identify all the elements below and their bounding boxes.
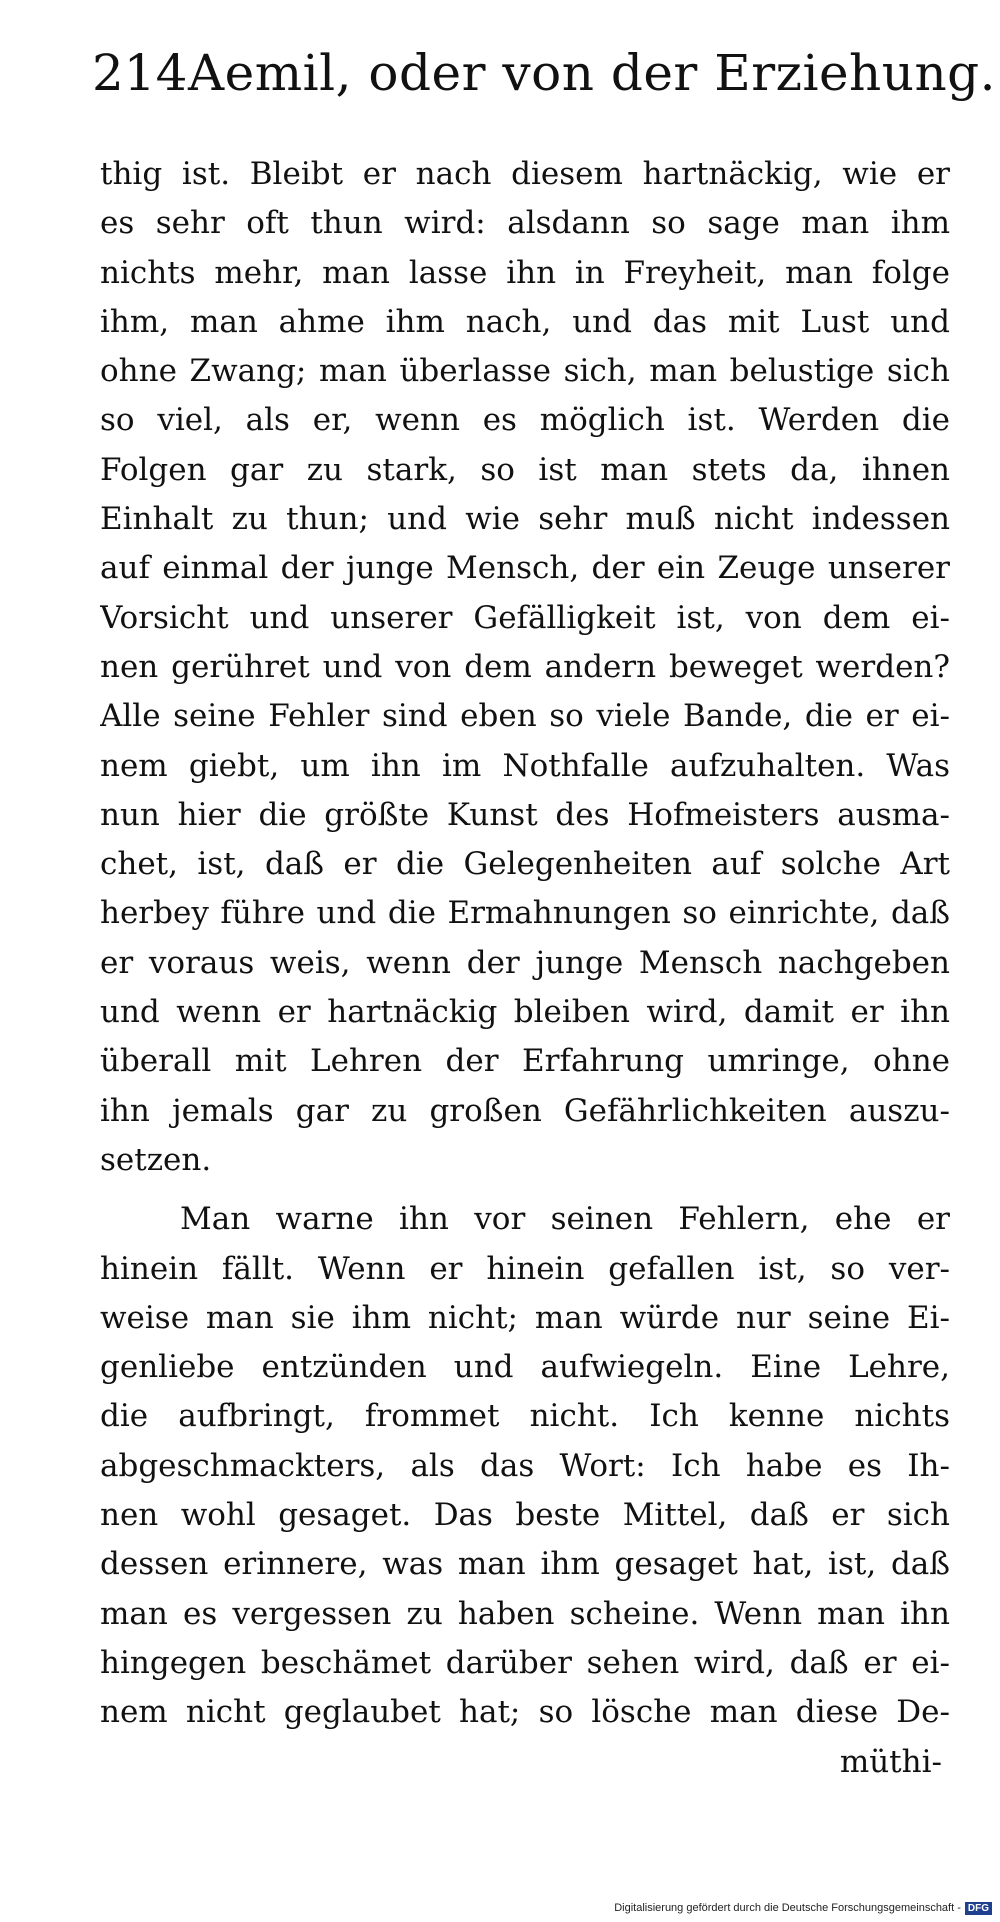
text-line: weise man sie ihm nicht; man würde nur seine Ei- [100,1299,950,1336]
text-line: Folgen gar zu stark, so ist man stets da, ihnen [100,451,950,488]
dfg-logo: DFG [965,1902,992,1915]
text-line: auf einmal der junge Mensch, der ein Zeuge unserer [100,550,950,587]
running-head [92,38,997,108]
text-line: nem giebt, um ihn im Nothfalle aufzuhalten. Was [100,747,950,784]
page-number: 214 [92,44,188,102]
body-text [100,150,950,1787]
digitization-credit [614,1900,992,1916]
text-line: nem nicht geglaubet hat; so lösche man diese De- [100,1694,950,1731]
text-line: Alle seine Fehler sind eben so viele Bande, die er ei- [100,698,950,735]
text-line: hinein fällt. Wenn er hinein gefallen ist, so ver- [100,1250,950,1287]
catchword: müthi- [839,1743,942,1780]
running-title: Aemil, oder von der Erziehung. [188,44,997,102]
text-line: genliebe entzünden und aufwiegeln. Eine Lehre, [100,1349,950,1386]
paragraph-1 [100,150,950,1185]
text-line: dessen erinnere, was man ihm gesaget hat, ist, daß [100,1546,950,1583]
text-line: ohne Zwang; man überlasse sich, man belustige sich [100,353,950,390]
text-line: chet, ist, daß er die Gelegenheiten auf solche Art [100,846,950,883]
text-line: Man warne ihn vor seinen Fehlern, ehe er [180,1201,950,1238]
text-line: thig ist. Bleibt er nach diesem hartnäckig, wie er [100,156,950,192]
text-line: die aufbringt, frommet nicht. Ich kenne nichts [100,1398,950,1435]
text-line: es sehr oft thun wird: alsdann so sage man ihm [100,205,950,242]
text-line: nen gerühret und von dem andern beweget werden? [100,648,950,685]
text-line: er voraus weis, wenn der junge Mensch nachgeben [100,944,950,981]
text-line: überall mit Lehren der Erfahrung umringe, ohne [100,1043,950,1080]
text-line: setzen. [100,1141,212,1178]
paragraph-2 [100,1195,950,1737]
text-line: nen wohl gesaget. Das beste Mittel, daß er sich [100,1497,950,1534]
text-line: nichts mehr, man lasse ihn in Freyheit, man folge [100,254,950,291]
text-line: abgeschmackters, als das Wort: Ich habe es Ih- [100,1447,950,1484]
text-line: Vorsicht und unserer Gefälligkeit ist, von dem ei- [100,599,950,636]
text-line: man es vergessen zu haben scheine. Wenn man ihn [100,1595,950,1632]
paragraph-gap [100,1185,950,1195]
text-line: ihm, man ahme ihm nach, und das mit Lust und [100,303,950,340]
text-line: herbey führe und die Ermahnungen so einrichte, daß [100,895,950,932]
text-line: und wenn er hartnäckig bleiben wird, damit er ihn [100,994,950,1031]
text-line: hingegen beschämet darüber sehen wird, daß er ei- [100,1644,950,1681]
text-line: so viel, als er, wenn es möglich ist. Werden die [100,402,950,439]
credit-text: Digitalisierung gefördert durch die Deutsche Forschungsgemeinschaft - [614,1902,961,1914]
text-line: nun hier die größte Kunst des Hofmeisters ausma- [100,796,950,833]
text-line: ihn jemals gar zu großen Gefährlichkeiten auszu- [100,1092,950,1129]
text-line: Einhalt zu thun; und wie sehr muß nicht indessen [100,501,950,538]
